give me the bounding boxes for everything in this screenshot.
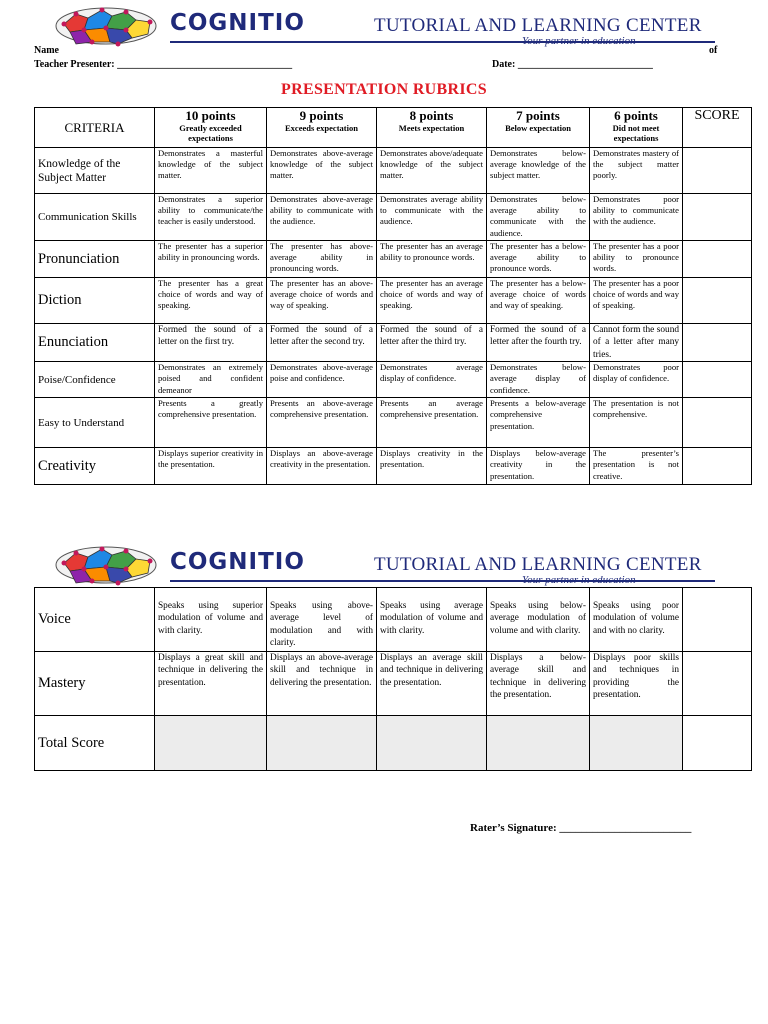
rubric-cell: The presenter has an average choice of words and way of speaking.: [377, 278, 487, 324]
rubric-cell: The presenter has a poor ability to pronounce words.: [590, 241, 683, 278]
score-cell[interactable]: [683, 398, 752, 448]
rubric-cell: Demonstrates a masterful knowledge of the subject matter.: [155, 148, 267, 194]
rubric-cell: The presenter has a superior ability in pronouncing words.: [155, 241, 267, 278]
score-cell[interactable]: [683, 448, 752, 485]
rubric-cell: Demonstrates an extremely poised and confident demeanor: [155, 362, 267, 398]
rubric-cell: Displays an average skill and technique in delivering the presentation.: [377, 652, 487, 716]
rubric-table-continued: [34, 587, 752, 771]
rubric-cell: The presenter has a poor choice of words and way of speaking.: [590, 278, 683, 324]
rubric-cell: Demonstrates average ability to communicate with the audience.: [377, 194, 487, 241]
rubric-cell: Displays a below-average skill and technique in delivering the presentation.: [487, 652, 590, 716]
rubric-cell: Speaks using poor modulation of volume and with no clarity.: [590, 588, 683, 652]
brand-name: COGNITIO: [170, 549, 305, 575]
rubric-cell: The presenter has an above-average choice of words and way of speaking.: [267, 278, 377, 324]
column-header: 6 points Did not meet expectations: [590, 108, 683, 148]
table-row: [35, 588, 752, 652]
rubric-cell: Formed the sound of a letter on the first try.: [155, 324, 267, 362]
table-row: [35, 148, 752, 194]
table-row: [35, 362, 752, 398]
score-cell[interactable]: [683, 324, 752, 362]
table-row: [35, 324, 752, 362]
rubric-cell: Demonstrates above-average poise and confidence.: [267, 362, 377, 398]
criterion-label: Creativity: [35, 448, 155, 485]
header-logo-banner: [52, 4, 732, 52]
criterion-label: Knowledge of the Subject Matter: [35, 148, 155, 194]
rubric-cell: Displays a great skill and technique in delivering the presentation.: [155, 652, 267, 716]
rubric-cell: Displays superior creativity in the presentation.: [155, 448, 267, 485]
table-row: [35, 652, 752, 716]
table-row: [35, 398, 752, 448]
of-label: of: [709, 45, 718, 56]
total-cell[interactable]: [155, 716, 267, 771]
raters-signature-field[interactable]: Rater’s Signature: ________________________: [470, 822, 692, 834]
table-row: [35, 241, 752, 278]
rubric-cell: Speaks using above-average level of modulation and with clarity.: [267, 588, 377, 652]
criterion-label: Diction: [35, 278, 155, 324]
rubric-cell: Presents an above-average comprehensive presentation.: [267, 398, 377, 448]
criterion-label: Easy to Understand: [35, 398, 155, 448]
rubric-cell: Formed the sound of a letter after the third try.: [377, 324, 487, 362]
rubric-cell: Demonstrates above-average knowledge of the subject matter.: [267, 148, 377, 194]
page-title: PRESENTATION RUBRICS: [281, 81, 487, 98]
score-cell[interactable]: [683, 148, 752, 194]
rubric-cell: Displays an above-average skill and technique in delivering the presentation.: [267, 652, 377, 716]
criterion-label: Communication Skills: [35, 194, 155, 241]
rubric-cell: Demonstrates poor ability to communicate with the audience.: [590, 194, 683, 241]
score-cell[interactable]: [683, 241, 752, 278]
rubric-cell: The presentation is not comprehensive.: [590, 398, 683, 448]
brand-name: COGNITIO: [170, 10, 305, 36]
total-cell[interactable]: [487, 716, 590, 771]
total-cell[interactable]: [267, 716, 377, 771]
score-cell[interactable]: [683, 652, 752, 716]
cognitio-logo-icon: [52, 543, 164, 589]
rubric-cell: Demonstrates below-average knowledge of the subject matter.: [487, 148, 590, 194]
rubric-cell: Speaks using superior modulation of volume and with clarity.: [155, 588, 267, 652]
rubric-cell: Demonstrates below-average ability to communicate with the audience.: [487, 194, 590, 241]
column-header: 9 points Exceeds expectation: [267, 108, 377, 148]
table-row: [35, 194, 752, 241]
criterion-label: Pronunciation: [35, 241, 155, 278]
table-row: [35, 448, 752, 485]
rubric-cell: The presenter has a great choice of words and way of speaking.: [155, 278, 267, 324]
rubric-cell: The presenter has an average ability to pronounce words.: [377, 241, 487, 278]
date-field[interactable]: Date: ___________________________: [492, 59, 653, 70]
rubric-cell: Demonstrates above/adequate knowledge of the subject matter.: [377, 148, 487, 194]
brand-tagline: Your partner in education: [522, 574, 636, 586]
score-cell[interactable]: [683, 362, 752, 398]
rubric-cell: The presenter’s presentation is not creative.: [590, 448, 683, 485]
teacher-presenter-field[interactable]: Teacher Presenter: ___________________________________: [34, 59, 293, 70]
total-cell[interactable]: [377, 716, 487, 771]
column-header: 7 points Below expectation: [487, 108, 590, 148]
rubric-cell: Displays poor skills and techniques in providing the presentation.: [590, 652, 683, 716]
criteria-header: CRITERIA: [35, 108, 155, 148]
rubric-cell: Demonstrates poor display of confidence.: [590, 362, 683, 398]
criterion-label: Mastery: [35, 652, 155, 716]
column-header: 8 points Meets expectation: [377, 108, 487, 148]
rubric-cell: Demonstrates average display of confidence.: [377, 362, 487, 398]
brand-subtitle: TUTORIAL AND LEARNING CENTER: [374, 554, 702, 575]
total-score-label: Total Score: [35, 716, 155, 771]
rubric-cell: Formed the sound of a letter after the fourth try.: [487, 324, 590, 362]
total-score-cell[interactable]: [683, 716, 752, 771]
table-header-row: [35, 108, 752, 148]
score-cell[interactable]: [683, 278, 752, 324]
cognitio-logo-icon: [52, 4, 164, 50]
criterion-label: Voice: [35, 588, 155, 652]
rubric-cell: Displays creativity in the presentation.: [377, 448, 487, 485]
rubric-table: [34, 107, 752, 485]
rubric-cell: Speaks using average modulation of volume and with clarity.: [377, 588, 487, 652]
criterion-label: Enunciation: [35, 324, 155, 362]
score-cell[interactable]: [683, 194, 752, 241]
score-header: SCORE: [683, 108, 752, 148]
rubric-cell: Cannot form the sound of a letter after many tries.: [590, 324, 683, 362]
rubric-cell: Presents a below-average comprehensive presentation.: [487, 398, 590, 448]
rubric-cell: Demonstrates above-average ability to communicate with the audience.: [267, 194, 377, 241]
rubric-cell: Demonstrates below-average display of confidence.: [487, 362, 590, 398]
total-score-row: [35, 716, 752, 771]
brand-subtitle: TUTORIAL AND LEARNING CENTER: [374, 15, 702, 36]
rubric-cell: Presents an average comprehensive presentation.: [377, 398, 487, 448]
brand-tagline: Your partner in education: [522, 35, 636, 47]
rubric-cell: Displays below-average creativity in the presentation.: [487, 448, 590, 485]
column-header: 10 points Greatly exceeded expectations: [155, 108, 267, 148]
name-label: Name: [34, 45, 59, 56]
score-cell[interactable]: [683, 588, 752, 652]
rubric-cell: Speaks using below-average modulation of volume and with clarity.: [487, 588, 590, 652]
header-logo-banner-2: [52, 543, 732, 591]
rubric-cell: Demonstrates mastery of the subject matter poorly.: [590, 148, 683, 194]
rubric-cell: The presenter has above-average ability in pronouncing words.: [267, 241, 377, 278]
rubric-cell: The presenter has a below-average ability to pronounce words.: [487, 241, 590, 278]
rubric-cell: Presents a greatly comprehensive presentation.: [155, 398, 267, 448]
rubric-cell: The presenter has a below-average choice of words and way of speaking.: [487, 278, 590, 324]
rubric-cell: Demonstrates a superior ability to communicate/the teacher is easily understood.: [155, 194, 267, 241]
criterion-label: Poise/Confidence: [35, 362, 155, 398]
total-cell[interactable]: [590, 716, 683, 771]
rubric-cell: Formed the sound of a letter after the second try.: [267, 324, 377, 362]
rubric-cell: Displays an above-average creativity in the presentation.: [267, 448, 377, 485]
table-row: [35, 278, 752, 324]
